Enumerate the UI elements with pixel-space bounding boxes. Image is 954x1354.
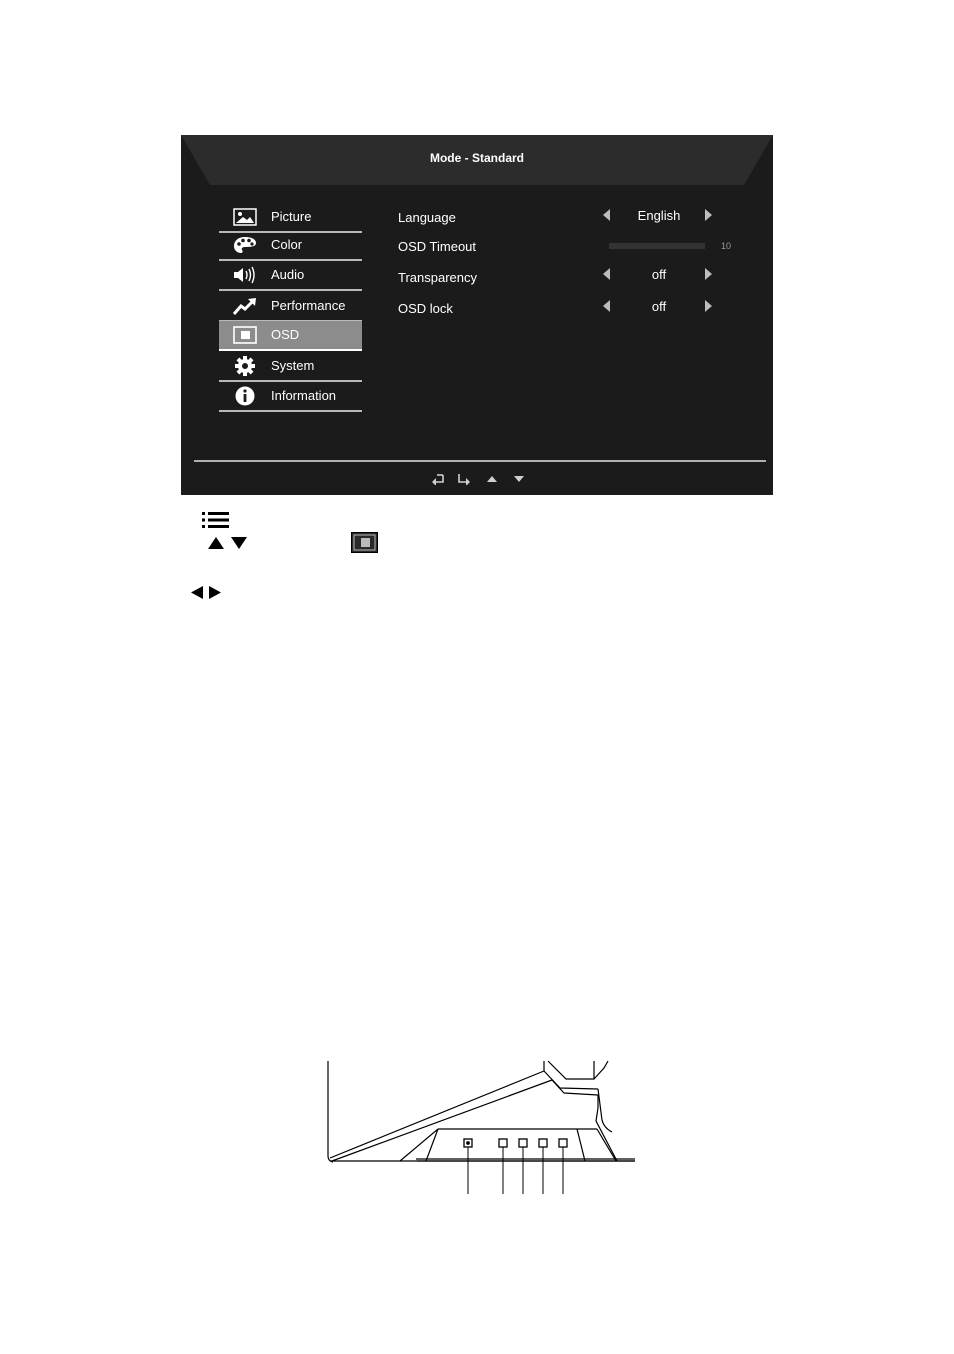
menu-item-picture[interactable] — [219, 203, 362, 233]
hardware-button-2[interactable] — [519, 1139, 527, 1147]
palette-icon — [232, 235, 258, 255]
osd-lock-label: OSD lock — [398, 301, 453, 316]
osd-timeout-slider[interactable] — [609, 243, 705, 249]
down-icon[interactable] — [513, 473, 525, 485]
osd-icon — [351, 532, 378, 553]
menu-label: Performance — [271, 298, 346, 313]
osd-icon — [232, 325, 258, 345]
menu-item-information[interactable] — [219, 382, 362, 412]
gear-icon — [232, 356, 258, 376]
menu-item-performance[interactable] — [219, 292, 362, 322]
hardware-button-1[interactable] — [499, 1139, 507, 1147]
osd-lock-value: off — [651, 299, 667, 314]
transparency-right-arrow-icon[interactable] — [705, 268, 712, 280]
menu-item-color[interactable] — [219, 231, 362, 261]
osd-title: Mode - Standard — [429, 151, 524, 165]
menu-list-icon — [202, 511, 230, 529]
up-icon[interactable] — [486, 473, 498, 485]
osd-timeout-label: OSD Timeout — [398, 239, 477, 254]
osd-timeout-value: 10 — [721, 241, 732, 251]
language-right-arrow-icon[interactable] — [705, 209, 712, 221]
osd-lock-right-arrow-icon[interactable] — [705, 300, 712, 312]
language-left-arrow-icon[interactable] — [603, 209, 610, 221]
menu-label: Audio — [271, 267, 305, 282]
menu-label: Picture — [271, 209, 312, 224]
menu-item-audio[interactable] — [219, 261, 362, 291]
transparency-left-arrow-icon[interactable] — [603, 268, 610, 280]
language-label: Language — [398, 210, 456, 225]
menu-item-osd[interactable] — [219, 321, 362, 351]
hardware-button-3[interactable] — [539, 1139, 547, 1147]
osd-lock-left-arrow-icon[interactable] — [603, 300, 610, 312]
transparency-value: off — [651, 267, 667, 282]
info-icon — [232, 386, 258, 406]
hardware-button-4[interactable] — [559, 1139, 567, 1147]
enter-icon[interactable] — [457, 473, 471, 485]
picture-icon — [232, 207, 258, 227]
left-right-arrows-icon — [190, 586, 223, 600]
menu-label: System — [271, 358, 315, 373]
monitor-buttons-diagram — [322, 1058, 642, 1198]
up-down-arrows-icon — [208, 536, 248, 550]
transparency-label: Transparency — [398, 270, 477, 285]
back-icon[interactable] — [431, 473, 445, 485]
menu-item-system[interactable] — [219, 352, 362, 382]
performance-arrow-icon — [232, 296, 258, 316]
osd-divider — [194, 460, 766, 462]
osd-panel — [181, 135, 773, 495]
menu-label: Information — [271, 388, 337, 403]
menu-label: OSD — [271, 327, 300, 342]
language-value: English — [637, 208, 681, 223]
menu-label: Color — [271, 237, 303, 252]
speaker-icon — [232, 265, 258, 285]
